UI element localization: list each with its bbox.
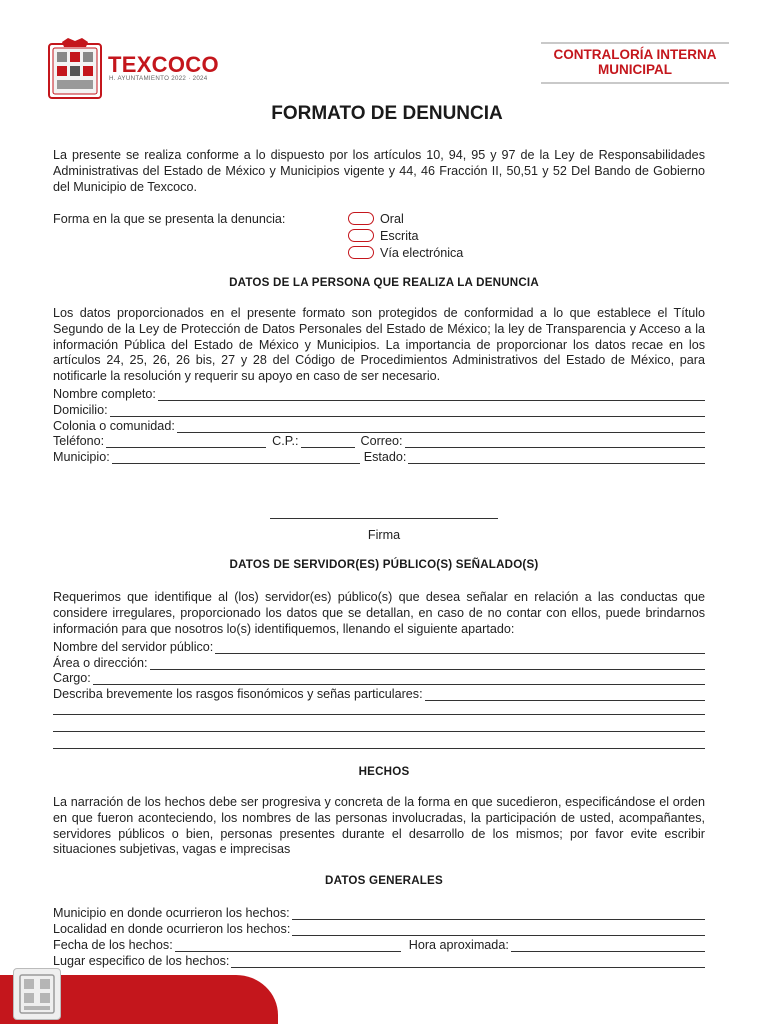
colony-label: Colonia o comunidad: (53, 419, 175, 433)
facts-paragraph (53, 795, 705, 858)
signature-label: Firma (367, 528, 401, 542)
address-row (53, 401, 705, 417)
servant-name-row (53, 638, 705, 654)
method-label: Forma en la que se presenta la denuncia: (53, 212, 286, 226)
servant-text: Requerimos que identifique al (los) servidor(es) público(s) que desea señalar en relación a las conductas que considere irregulares, proporcionado los datos que se detallan, en caso de no contar con ellos, puede brindarnos información para que nosotros lo(s) identifiquemos, llenando el siguiente apartado: (53, 590, 705, 636)
department-title-line2: MUNICIPAL (598, 62, 672, 77)
incident-place-label: Lugar especifico de los hechos: (53, 954, 230, 968)
area-row (53, 654, 705, 670)
location-row (53, 448, 705, 464)
escrita-checkbox[interactable] (348, 229, 374, 242)
servant-paragraph (53, 590, 705, 637)
method-option-oral[interactable] (348, 210, 404, 227)
incident-municipality-label: Municipio en donde ocurrieron los hechos: (53, 906, 290, 920)
incident-municipality-row (53, 904, 705, 920)
oral-label: Oral (380, 211, 404, 226)
position-field[interactable] (93, 672, 705, 685)
phone-label: Teléfono: (53, 434, 105, 448)
brand-subtitle: H. AYUNTAMIENTO 2022 · 2024 (109, 75, 208, 82)
full-name-label: Nombre completo: (53, 387, 156, 401)
intro-text: La presente se realiza conforme a lo dispuesto por los artículos 10, 94, 95 y 97 de la Ley de Responsabilidades Administrativas del Estado de México y Municipios vigente y 44, 46 Fracción II, 50,51 y 52 Del Bando de Gobierno del Municipio de Texcoco. (53, 148, 705, 194)
features-label: Describa brevemente los rasgos fisonómicos y señas particulares: (53, 687, 423, 701)
method-option-electronica[interactable] (348, 244, 463, 261)
email-label: Correo: (360, 434, 403, 448)
postal-code-label: C.P.: (272, 434, 299, 448)
approx-time-label: Hora aproximada: (408, 938, 509, 952)
escrita-label: Escrita (380, 228, 419, 243)
oral-checkbox[interactable] (348, 212, 374, 225)
features-row (53, 685, 705, 701)
footer-coat-of-arms-icon (13, 968, 61, 1020)
page-title: FORMATO DE DENUNCIA (271, 103, 503, 124)
features-extra-line[interactable] (53, 714, 705, 715)
section-heading-person: DATOS DE LA PERSONA QUE REALIZA LA DENUNCIA (229, 276, 539, 289)
facts-text: La narración de los hechos debe ser progresiva y concreta de la forma en que sucedieron, especificándose el orden en que fueron aconteciendo, los nombres de las personas involucradas, la participación de usted, acompañantes, servidores públicos o bien, personas presentes durante el desarrollo de los mismos; por favor evite escribir situaciones subjetivas, vagas e imprecisas (53, 795, 705, 857)
features-extra-line[interactable] (53, 731, 705, 732)
full-name-field[interactable] (158, 388, 705, 401)
features-field[interactable] (425, 688, 705, 701)
texcoco-coat-of-arms-icon (48, 38, 102, 100)
address-field[interactable] (110, 404, 705, 417)
phone-field[interactable] (106, 435, 266, 448)
person-text: Los datos proporcionados en el presente formato son protegidos de conformidad a lo que establece el Título Segundo de la Ley de Protección de Datos Personales del Estado de México; la ley de Transparencia y Acceso a la información Pública del Estado de México y Municipios. La importancia de proporcionar los datos recae en los artículos 24, 25, 26, 26 bis, 27 y 28 del Código de Procedimientos Administrativos del Estado de México, para notificarle la resolución y requerir su apoyo en caso de ser necesario. (53, 306, 705, 384)
department-title-line1: CONTRALORÍA INTERNA (553, 47, 717, 62)
full-name-row (53, 385, 705, 401)
section-heading-general: DATOS GENERALES (325, 874, 443, 887)
brand-name: TEXCOCO (108, 52, 219, 77)
address-label: Domicilio: (53, 403, 108, 417)
department-title (541, 42, 729, 84)
electronica-label: Vía electrónica (380, 245, 464, 260)
approx-time-field[interactable] (511, 939, 705, 952)
servant-name-field[interactable] (215, 641, 705, 654)
postal-code-field[interactable] (301, 435, 355, 448)
incident-locality-field[interactable] (292, 923, 705, 936)
state-label: Estado: (363, 450, 407, 464)
section-heading-servant: DATOS DE SERVIDOR(ES) PÚBLICO(S) SEÑALADO(S) (229, 558, 539, 571)
incident-locality-label: Localidad en donde ocurrieron los hechos: (53, 922, 291, 936)
contact-row (53, 432, 705, 448)
state-field[interactable] (408, 451, 705, 464)
person-paragraph (53, 306, 705, 385)
incident-place-row (53, 952, 705, 968)
servant-name-label: Nombre del servidor público: (53, 640, 214, 654)
position-row (53, 669, 705, 685)
municipality-label: Municipio: (53, 450, 110, 464)
features-extra-line[interactable] (53, 748, 705, 749)
colony-row (53, 417, 705, 433)
area-label: Área o dirección: (53, 656, 148, 670)
method-option-escrita[interactable] (348, 227, 419, 244)
incident-locality-row (53, 920, 705, 936)
incident-date-field[interactable] (175, 939, 401, 952)
incident-municipality-field[interactable] (292, 907, 705, 920)
section-heading-facts: HECHOS (358, 765, 410, 778)
email-field[interactable] (405, 435, 706, 448)
intro-paragraph (53, 148, 705, 195)
electronica-checkbox[interactable] (348, 246, 374, 259)
incident-datetime-row (53, 936, 705, 952)
incident-date-label: Fecha de los hechos: (53, 938, 173, 952)
municipality-field[interactable] (112, 451, 360, 464)
incident-place-field[interactable] (231, 955, 705, 968)
signature-field[interactable] (270, 518, 498, 519)
position-label: Cargo: (53, 671, 91, 685)
